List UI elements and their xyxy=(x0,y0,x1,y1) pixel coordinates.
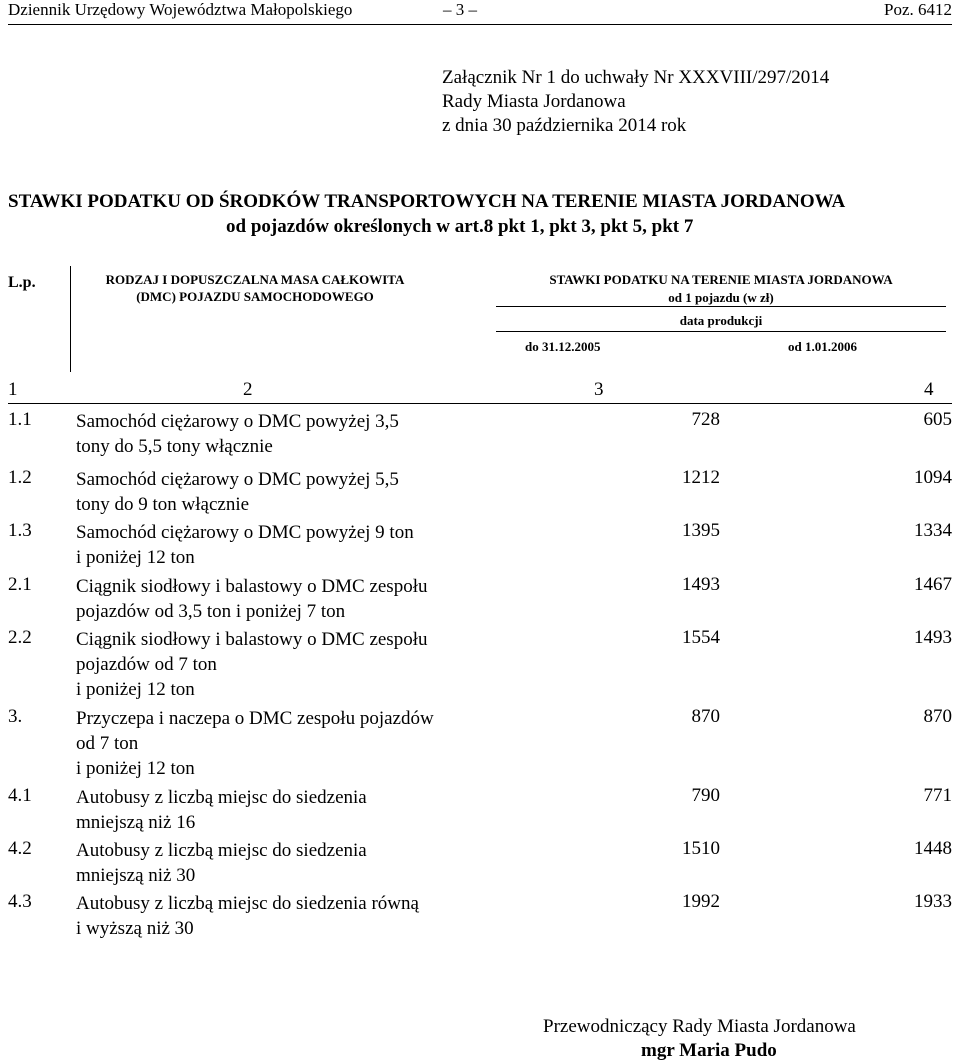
row-number: 2.1 xyxy=(8,574,32,595)
description-line: Autobusy z liczbą miejsc do siedzenia równą xyxy=(76,893,419,914)
description-line: tony do 5,5 tony włącznie xyxy=(76,436,273,457)
vehicle-type-header-line-2: (DMC) POJAZDU SAMOCHODOWEGO xyxy=(136,289,374,304)
description-line: mniejszą niż 30 xyxy=(76,865,196,886)
description-line: Ciągnik siodłowy i balastowy o DMC zespołu xyxy=(76,629,428,650)
rate-from-2006: 1467 xyxy=(914,574,952,595)
row-number: 4.3 xyxy=(8,891,32,912)
description-line: Ciągnik siodłowy i balastowy o DMC zespołu xyxy=(76,576,428,597)
column-number-divider xyxy=(8,403,952,404)
production-date-header: data produkcji xyxy=(679,313,763,328)
rate-until-2005: 1992 xyxy=(682,891,720,912)
rate-from-2006: 870 xyxy=(923,706,952,727)
signature-name: mgr Maria Pudo xyxy=(641,1040,777,1061)
description-line: i poniżej 12 ton xyxy=(76,758,195,779)
row-number: 3. xyxy=(8,706,23,727)
publication-name: Dziennik Urzędowy Województwa Małopolskiego xyxy=(8,0,353,19)
header-divider xyxy=(8,24,952,25)
description-line: pojazdów od 3,5 ton i poniżej 7 ton xyxy=(76,601,346,622)
description-line: Przyczepa i naczepa o DMC zespołu pojazdów xyxy=(76,708,434,729)
rate-until-2005: 1212 xyxy=(682,467,720,488)
description-line: i poniżej 12 ton xyxy=(76,547,195,568)
column-until-2005: do 31.12.2005 xyxy=(525,339,601,354)
rate-until-2005: 790 xyxy=(691,785,720,806)
vehicle-description xyxy=(76,706,496,781)
rate-from-2006: 1448 xyxy=(914,838,952,859)
description-line: tony do 9 ton włącznie xyxy=(76,494,250,515)
description-line: od 7 ton xyxy=(76,733,139,754)
rate-from-2006: 1334 xyxy=(914,520,952,541)
attachment-line-1: Załącznik Nr 1 do uchwały Nr XXXVIII/297/2014 xyxy=(442,67,830,88)
vehicle-description xyxy=(76,409,496,459)
signature-title: Przewodniczący Rady Miasta Jordanowa xyxy=(543,1016,856,1037)
description-line: i wyższą niż 30 xyxy=(76,918,194,939)
column-number: 2 xyxy=(243,379,253,400)
vehicle-description xyxy=(76,891,496,941)
description-line: mniejszą niż 16 xyxy=(76,812,196,833)
row-number: 4.2 xyxy=(8,838,32,859)
rate-until-2005: 870 xyxy=(691,706,720,727)
rate-from-2006: 771 xyxy=(923,785,952,806)
rate-from-2006: 605 xyxy=(923,409,952,430)
attachment-line-3: z dnia 30 października 2014 rok xyxy=(442,115,687,136)
description-line: Autobusy z liczbą miejsc do siedzenia xyxy=(76,787,367,808)
row-number: 1.3 xyxy=(8,520,32,541)
rate-until-2005: 1395 xyxy=(682,520,720,541)
rate-from-2006: 1493 xyxy=(914,627,952,648)
row-number: 2.2 xyxy=(8,627,32,648)
tax-rate-header: STAWKI PODATKU NA TERENIE MIASTA JORDANOWA xyxy=(549,272,893,287)
description-line: Samochód ciężarowy o DMC powyżej 5,5 xyxy=(76,469,399,490)
description-line: Samochód ciężarowy o DMC powyżej 3,5 xyxy=(76,411,399,432)
description-line: Samochód ciężarowy o DMC powyżej 9 ton xyxy=(76,522,414,543)
vehicle-description xyxy=(76,574,496,624)
column-number: 1 xyxy=(8,379,18,400)
row-number: 1.1 xyxy=(8,409,32,430)
description-line: pojazdów od 7 ton xyxy=(76,654,217,675)
lp-column-header: L.p. xyxy=(8,274,36,291)
document-subtitle: od pojazdów określonych w art.8 pkt 1, pkt 3, pkt 5, pkt 7 xyxy=(226,216,694,237)
rate-from-2006: 1933 xyxy=(914,891,952,912)
rate-until-2005: 728 xyxy=(691,409,720,430)
vehicle-description xyxy=(76,785,496,835)
column-from-2006: od 1.01.2006 xyxy=(788,339,857,354)
vehicle-description xyxy=(76,838,496,888)
position-number: Poz. 6412 xyxy=(884,0,952,19)
column-number: 3 xyxy=(594,379,604,400)
vehicle-description xyxy=(76,520,496,570)
rate-until-2005: 1554 xyxy=(682,627,720,648)
column-number: 4 xyxy=(924,379,934,400)
header-vertical-divider xyxy=(70,266,71,372)
description-line: Autobusy z liczbą miejsc do siedzenia xyxy=(76,840,367,861)
vehicle-description xyxy=(76,627,496,702)
vehicle-type-header: RODZAJ I DOPUSZCZALNA MASA CAŁKOWITA xyxy=(105,272,405,287)
tax-rate-unit-header: od 1 pojazdu (w zł) xyxy=(668,290,774,305)
header-rule xyxy=(496,331,946,332)
row-number: 1.2 xyxy=(8,467,32,488)
description-line: i poniżej 12 ton xyxy=(76,679,195,700)
rate-from-2006: 1094 xyxy=(914,467,952,488)
rate-until-2005: 1510 xyxy=(682,838,720,859)
attachment-line-2: Rady Miasta Jordanowa xyxy=(442,91,626,112)
row-number: 4.1 xyxy=(8,785,32,806)
rate-until-2005: 1493 xyxy=(682,574,720,595)
document-title: STAWKI PODATKU OD ŚRODKÓW TRANSPORTOWYCH NA TERENIE MIASTA JORDANOWA xyxy=(8,191,846,212)
header-rule xyxy=(496,306,946,307)
vehicle-description xyxy=(76,467,496,517)
page-number: – 3 – xyxy=(443,0,477,19)
